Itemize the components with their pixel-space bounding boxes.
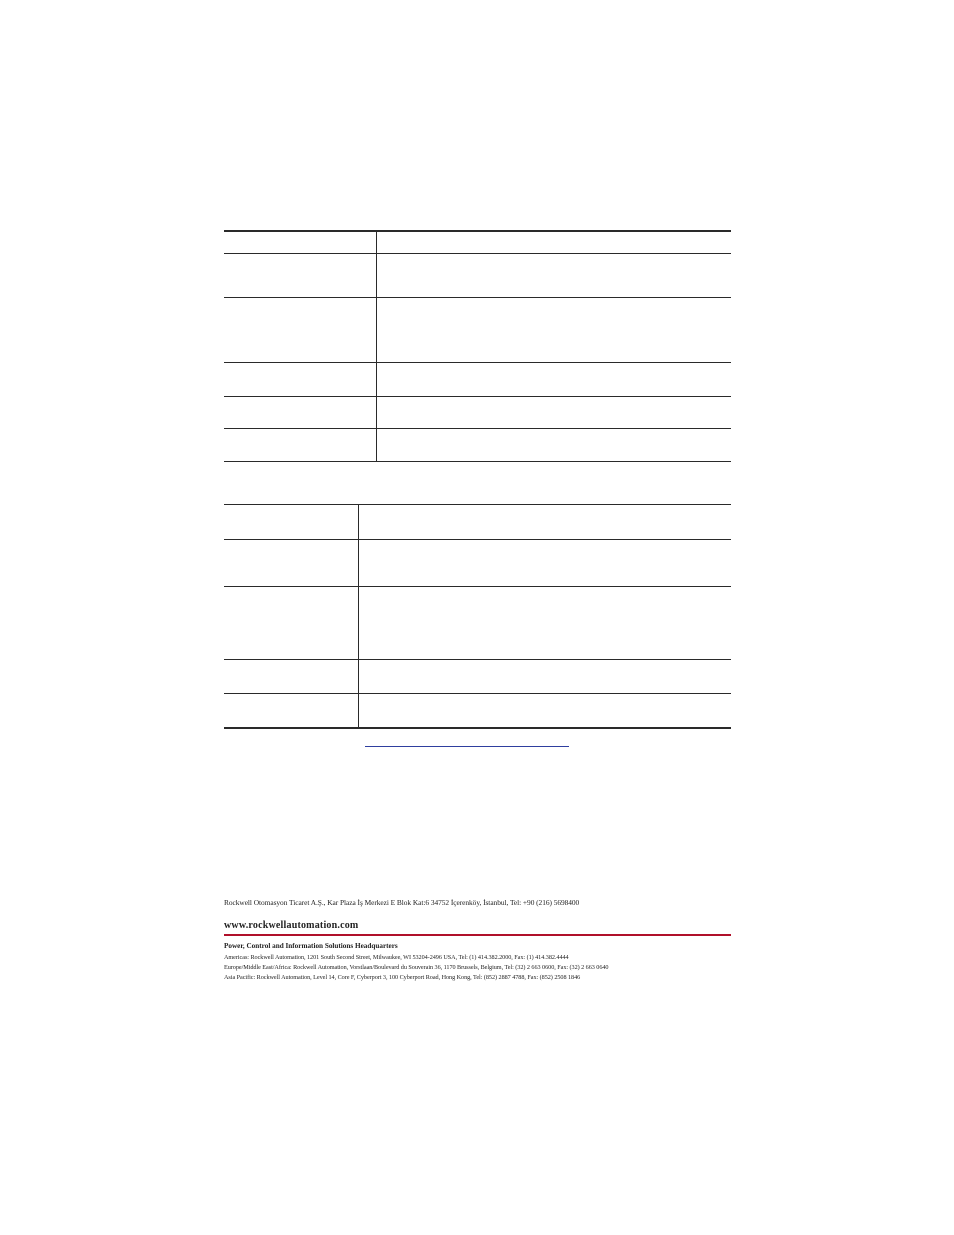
table-column-divider — [376, 231, 377, 461]
table-header-rule — [224, 539, 731, 540]
table-row-rule — [224, 693, 731, 694]
brand-divider — [224, 934, 731, 936]
asia-pacific-address: Asia Pacific: Rockwell Automation, Level 14, Core F, Cyberport 3, 100 Cyberport Road, Hong Kong, Tel: (852) 2887 4788, Fax: (852) 2508 1846 — [224, 974, 581, 981]
table-row-rule — [224, 297, 731, 298]
table-top-rule — [224, 230, 731, 232]
website-link[interactable]: www.rockwellautomation.com — [224, 920, 359, 931]
table-top-rule — [224, 504, 731, 505]
hyperlink-underline[interactable] — [365, 746, 569, 747]
emea-address: Europe/Middle East/Africa: Rockwell Automation, Vorstlaan/Boulevard du Souverain 36, 1170 Brussels, Belgium, Tel: (32) 2 663 0600, Fax: (32) 2 663 0640 — [224, 964, 609, 971]
table-bottom-rule — [224, 727, 731, 729]
table-column-divider — [358, 505, 359, 727]
table-row-rule — [224, 586, 731, 587]
table-row-rule — [224, 659, 731, 660]
table-2 — [224, 504, 731, 729]
table-bottom-rule — [224, 461, 731, 462]
headquarters-title: Power, Control and Information Solutions Headquarters — [224, 942, 398, 950]
americas-address: Americas: Rockwell Automation, 1201 South Second Street, Milwaukee, WI 53204-2496 USA, Tel: (1) 414.382.2000, Fax: (1) 414.382.4444 — [224, 954, 569, 961]
table-1 — [224, 230, 731, 462]
table-row-rule — [224, 396, 731, 397]
table-header-rule — [224, 253, 731, 254]
turkey-office-address: Rockwell Otomasyon Ticaret A.Ş., Kar Plaza İş Merkezi E Blok Kat:6 34752 İçerenköy, İstanbul, Tel: +90 (216) 5698400 — [224, 898, 580, 907]
table-row-rule — [224, 428, 731, 429]
table-row-rule — [224, 362, 731, 363]
